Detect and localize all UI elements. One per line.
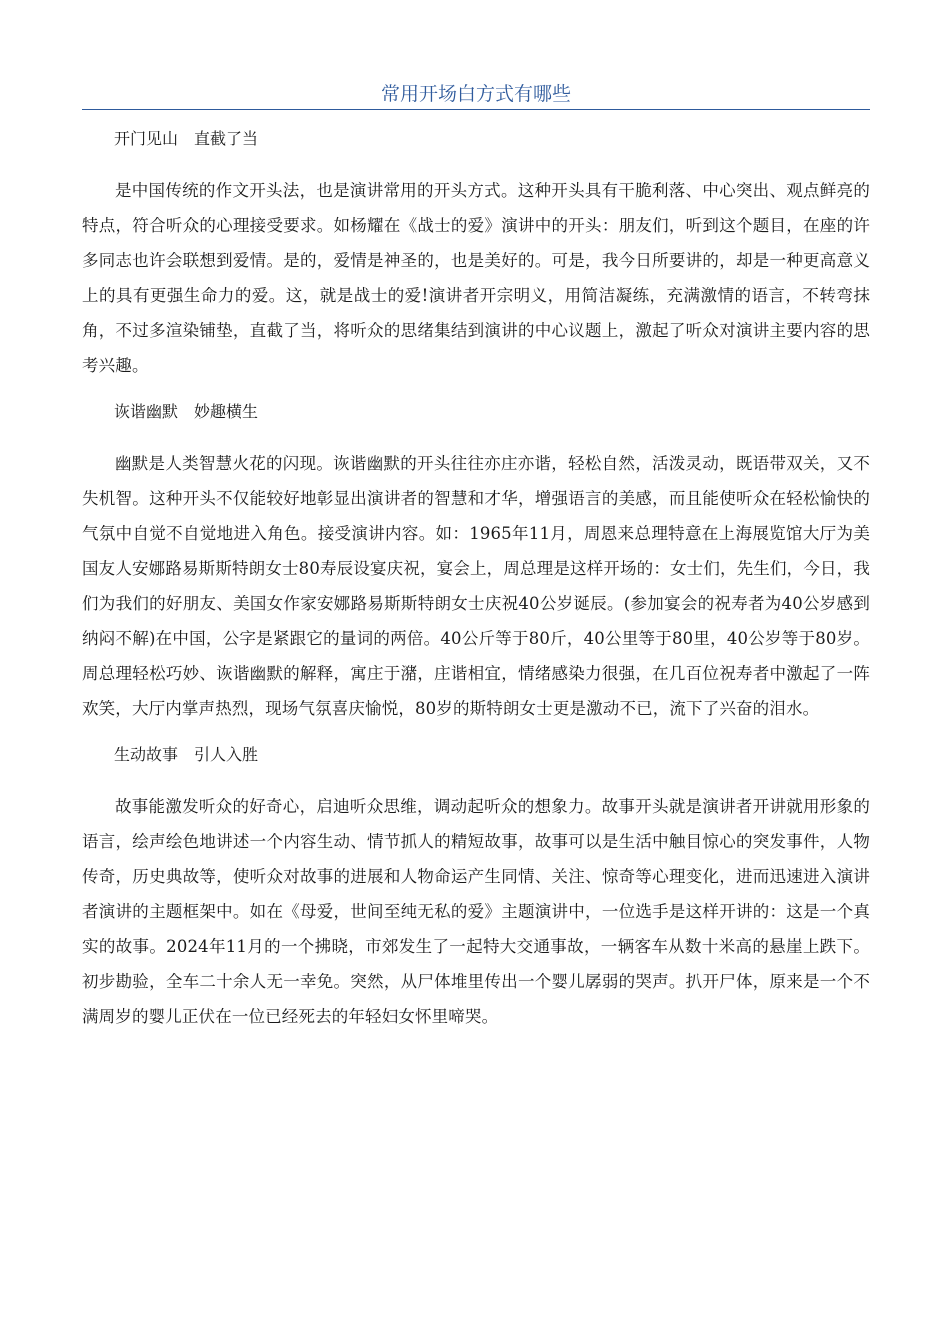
section-paragraph: 是中国传统的作文开头法，也是演讲常用的开头方式。这种开头具有干脆利落、中心突出、观点鲜亮的特点，符合听众的心理接受要求。如杨耀在《战士的爱》演讲中的开头：朋友们，听到这个题目，在座的许多同志也许会联想到爱情。是的，爱情是神圣的，也是美好的。可是，我今日所要讲的，却是一种更高意义上的具有更强生命力的爱。这，就是战士的爱!演讲者开宗明义，用简洁凝练，充满激情的语言，不转弯抹角，不过多渲染铺垫，直截了当，将听众的思绪集结到演讲的中心议题上，激起了听众对演讲主要内容的思考兴趣。: [82, 181, 870, 375]
section-opening-direct: [82, 124, 870, 383]
section-heading: 生动故事 引人入胜: [114, 745, 259, 764]
section-paragraph: 故事能激发听众的好奇心，启迪听众思维，调动起听众的想象力。故事开头就是演讲者开讲就用形象的语言，绘声绘色地讲述一个内容生动、情节抓人的精短故事，故事可以是生活中触目惊心的突发事件，人物传奇，历史典故等，使听众对故事的进展和人物命运产生同情、关注、惊奇等心理变化，进而迅速进入演讲者演讲的主题框架中。如在《母爱，世间至纯无私的爱》主题演讲中，一位选手是这样开讲的：这是一个真实的故事。2024年11月的一个拂晓，市郊发生了一起特大交通事故，一辆客车从数十米高的悬崖上跌下。初步勘验，全车二十余人无一幸免。突然，从尸体堆里传出一个婴儿孱弱的哭声。扒开尸体，原来是一个不满周岁的婴儿正伏在一位已经死去的年轻妇女怀里啼哭。: [82, 797, 870, 1026]
section-heading: 诙谐幽默 妙趣横生: [114, 402, 259, 421]
section-opening-humor: [82, 397, 870, 726]
section-opening-story: [82, 740, 870, 1034]
section-heading: 开门见山 直截了当: [114, 129, 259, 148]
section-paragraph: 幽默是人类智慧火花的闪现。诙谐幽默的开头往往亦庄亦谐，轻松自然，活泼灵动，既语带双关，又不失机智。这种开头不仅能较好地彰显出演讲者的智慧和才华，增强语言的美感，而且能使听众在轻松愉快的气氛中自觉不自觉地进入角色。接受演讲内容。如：1965年11月，周恩来总理特意在上海展览馆大厅为美国友人安娜路易斯斯特朗女士80寿辰设宴庆祝，宴会上，周总理是这样开场的：女士们，先生们，今日，我们为我们的好朋友、美国女作家安娜路易斯斯特朗女士庆祝40公岁诞辰。(参加宴会的祝寿者为40公岁感到纳闷不解)在中国，公字是紧跟它的量词的两倍。40公斤等于80斤，40公里等于80里，40公岁等于80岁。周总理轻松巧妙、诙谐幽默的解释，寓庄于潴，庄谐相宜，情绪感染力很强，在几百位祝寿者中激起了一阵欢笑，大厅内掌声热烈，现场气氛喜庆愉悦，80岁的斯特朗女士更是激动不已，流下了兴奋的泪水。: [82, 454, 870, 718]
document-page: [82, 80, 870, 1034]
document-title: 常用开场白方式有哪些: [82, 80, 870, 110]
